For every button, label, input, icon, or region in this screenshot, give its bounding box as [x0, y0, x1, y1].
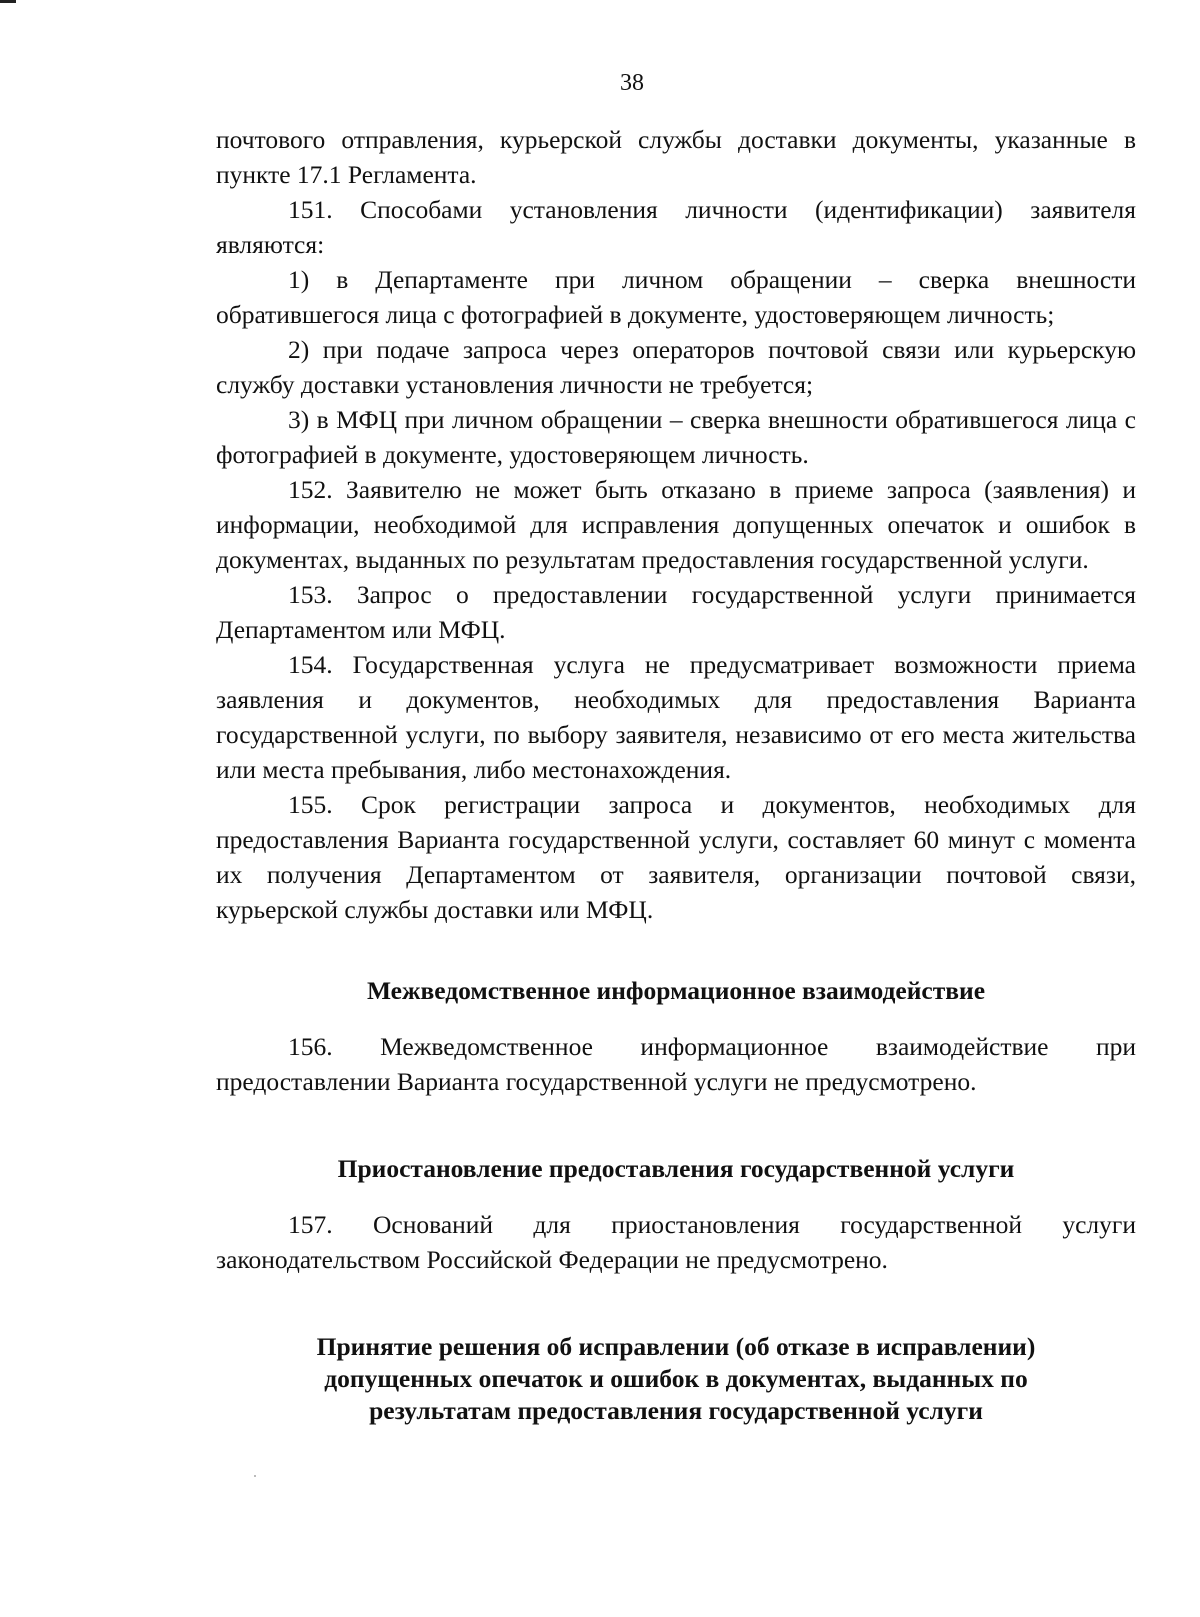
heading-interagency-interaction: Межведомственное информационное взаимодействие: [366, 976, 986, 1005]
paragraph-continuation: почтового отправления, курьерской службы доставки документы, указанные в пункте 17.1 Регламента.: [216, 125, 1136, 189]
paragraph-155: 155. Срок регистрации запроса и документов, необходимых для предоставления Варианта государственной услуги, составляет 60 минут с момента их получения Департаментом от заявителя, организации почтовой связи, курьерской службы доставки или МФЦ.: [216, 790, 1136, 924]
heading-decision-line-1: Принятие решения об исправлении (об отказе в исправлении): [316, 1332, 1036, 1361]
paragraph-151: 151. Способами установления личности (идентификации) заявителя являются:: [216, 195, 1136, 259]
paragraph-152: 152. Заявителю не может быть отказано в приеме запроса (заявления) и информации, необходимой для исправления допущенных опечаток и ошибок в документах, выданных по результатам предоставления государственной услуги.: [216, 475, 1136, 574]
page-number: 38: [620, 70, 644, 96]
paragraph-154: 154. Государственная услуга не предусматривает возможности приема заявления и документов, необходимых для предоставления Варианта государственной услуги, по выбору заявителя, независимо от его места жительства или места пребывания, либо местонахождения.: [216, 650, 1136, 784]
paragraph-151-item-3: 3) в МФЦ при личном обращении – сверка внешности обратившегося лица с фотографией в документе, удостоверяющем личность.: [216, 405, 1136, 469]
heading-decision: [216, 1331, 1136, 1427]
heading-suspension: Приостановление предоставления государственной услуги: [337, 1154, 1015, 1183]
document-body: [216, 122, 1136, 1427]
paragraph-157: 157. Оснований для приостановления государственной услуги законодательством Российской Федерации не предусмотрено.: [216, 1210, 1136, 1274]
heading-decision-line-3: результатам предоставления государственной услуги: [369, 1396, 983, 1425]
paragraph-156: 156. Межведомственное информационное взаимодействие при предоставлении Варианта государственной услуги не предусмотрено.: [216, 1032, 1136, 1096]
heading-decision-line-2: допущенных опечаток и ошибок в документах, выданных по: [324, 1364, 1028, 1393]
scan-corner-mark: [0, 0, 16, 3]
paragraph-151-item-2: 2) при подаче запроса через операторов почтовой связи или курьерскую службу доставки установления личности не требуется;: [216, 335, 1136, 399]
paragraph-153: 153. Запрос о предоставлении государственной услуги принимается Департаментом или МФЦ.: [216, 580, 1136, 644]
paragraph-151-item-1: 1) в Департаменте при личном обращении – сверка внешности обратившегося лица с фотографией в документе, удостоверяющем личность;: [216, 265, 1136, 329]
scan-speck: [254, 1475, 256, 1477]
